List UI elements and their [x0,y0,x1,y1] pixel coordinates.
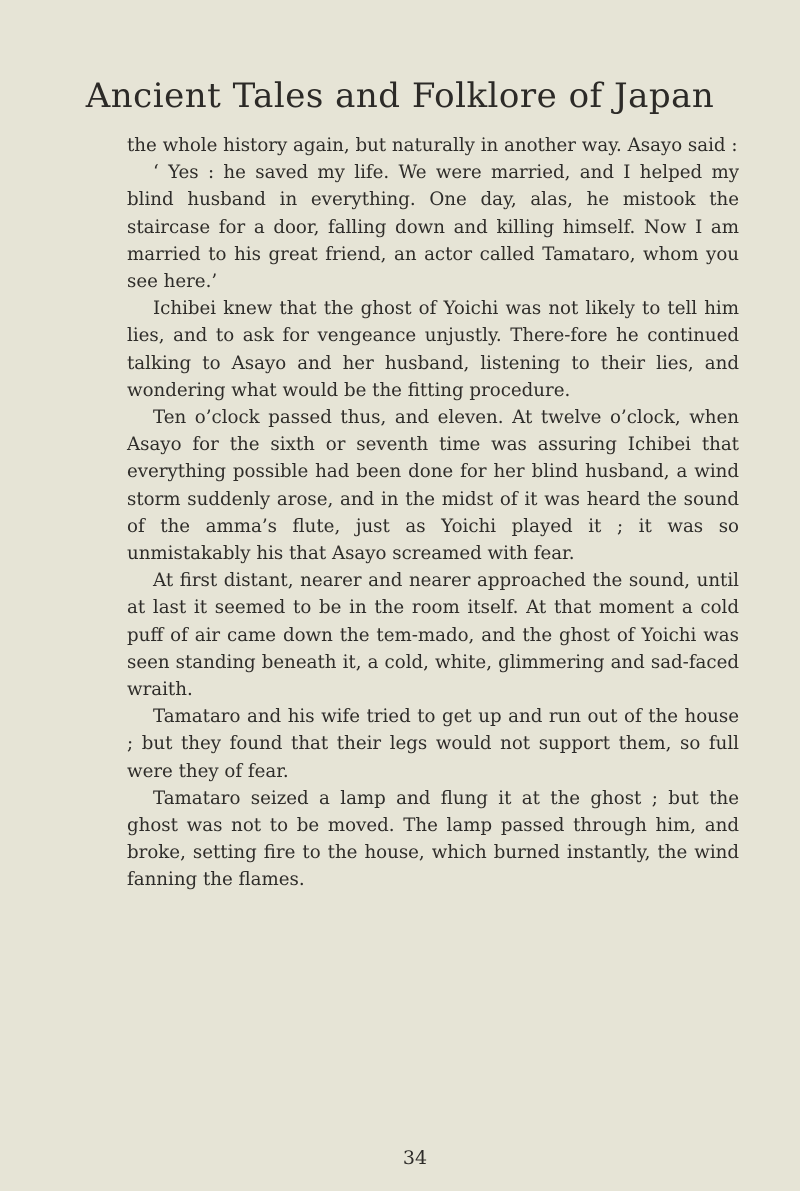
paragraph: At first distant, nearer and nearer approached the sound, until at last it seemed to be in the room itself. At that moment a cold puff of air came down the tem-mado, and the ghost of Yoichi was seen standing beneath it, a cold, white, glimmering and sad-faced wraith. [127,570,739,701]
paragraph-continuation: the whole history again, but naturally in another way. Asayo said : [127,135,738,156]
paragraph: Ichibei knew that the ghost of Yoichi was not likely to tell him lies, and to ask for vengeance unjustly. There-fore he continued talking to Asayo and her husband, listening to their lies, and wondering what would be the fitting procedure. [127,298,739,401]
body-text [127,132,739,894]
running-title: Ancient Tales and Folklore of Japan [85,76,715,116]
paragraph: Ten o’clock passed thus, and eleven. At twelve o’clock, when Asayo for the sixth or seventh time was assuring Ichibei that everything possible had been done for her blind husband, a wind storm suddenly arose, and in the midst of it was heard the sound of the amma’s flute, just as Yoichi played it ; it was so unmistakably his that Asayo screamed with fear. [127,407,739,565]
page-number: 34 [402,1147,428,1169]
paragraph: Tamataro and his wife tried to get up and run out of the house ; but they found that their legs would not support them, so full were they of fear. [127,706,739,782]
paragraph: ‘ Yes : he saved my life. We were married, and I helped my blind husband in everything. One day, alas, he mistook the staircase for a door, falling down and killing himself. Now I am married to his great friend, an actor called Tamataro, whom you see here.’ [127,162,739,293]
paragraph: Tamataro seized a lamp and flung it at the ghost ; but the ghost was not to be moved. The lamp passed through him, and broke, setting fire to the house, which burned instantly, the wind fanning the flames. [127,787,739,891]
